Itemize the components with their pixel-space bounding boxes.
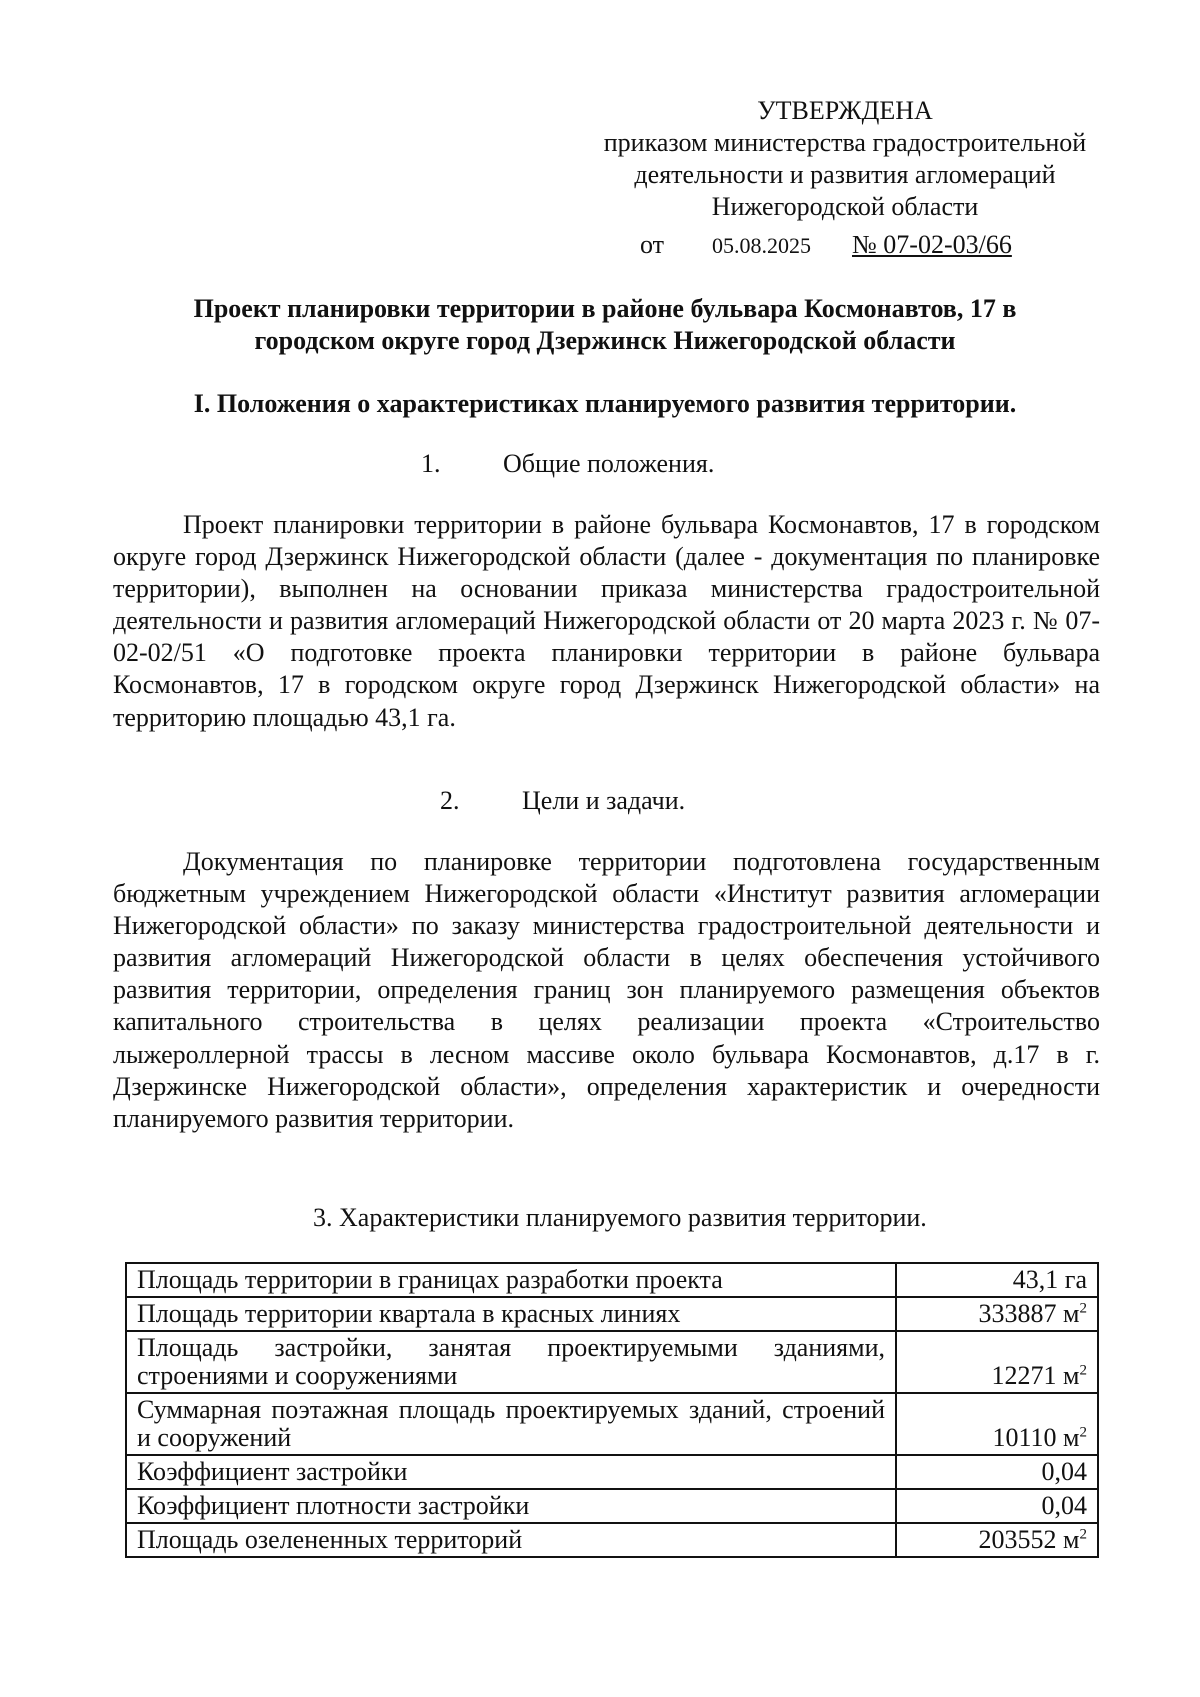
table-value-unit-exponent: 2 [1079,1424,1087,1441]
table-value-unit-exponent: 2 [1079,1526,1087,1543]
table-value-text: 10110 м [992,1423,1080,1452]
table-cell-value [896,1489,1098,1523]
approval-block [500,95,1190,223]
document-title [110,293,1100,357]
table-cell-label: Коэффициент плотности застройки [126,1489,896,1523]
table-value-text: 12271 м [991,1361,1080,1390]
approval-line-2: деятельности и развития агломераций [634,160,1056,189]
subsection-2-paragraph: Документация по планировке территории подготовлена государственным бюджетным учреждением Нижегородской области «Институт развития агломерации Нижегородской области» по заказу министерства градостроительной деятельности и развития агломераций Нижегородской области в целях обеспечения устойчивого развития территории, определения границ зон планируемого размещения объектов капитального строительства в целях реализации проекта «Строительство лыжероллерной трассы в лесном массиве около бульвара Космонавтов, д.17 в г. Дзержинске Нижегородской области», определения характеристик и очередности планируемого развития территории. [113,847,1100,1133]
section-heading: I. Положения о характеристиках планируемого развития территории. [193,389,1017,418]
subsection-3-heading: 3. Характеристики планируемого развития территории. [313,1203,927,1232]
subsection-1-heading [421,449,714,479]
order-line [640,230,1012,260]
table-value-text: 203552 м [978,1525,1080,1554]
table-cell-value [896,1393,1098,1455]
table-cell-value [896,1455,1098,1489]
table-value-text: 43,1 га [1012,1265,1087,1294]
subsection-1-title: Общие положения. [503,449,715,478]
table-cell-label: Коэффициент застройки [126,1455,896,1489]
table-cell-label: Площадь застройки, занятая проектируемыми зданиями, строениями и сооружениями [126,1331,896,1393]
table-row [126,1393,1098,1455]
document-title-line-2: городском округе город Дзержинск Нижегородской области [254,326,956,355]
table-cell-label: Площадь территории в границах разработки проекта [126,1263,896,1297]
table-value-text: 0,04 [1041,1457,1087,1486]
subsection-1-paragraph: Проект планировки территории в районе бульвара Космонавтов, 17 в городском округе город Дзержинск Нижегородской области (далее - документация по планировке территории), выполнен на основании приказа министерства градостроительной деятельности и развития агломераций Нижегородской области от 20 марта 2023 г. № 07-02-02/51 «О подготовке проекта планировки территории в районе бульвара Космонавтов, 17 в городском округе город Дзержинск Нижегородской области» на территорию площадью 43,1 га. [113,510,1100,732]
subsection-1-number: 1. [421,449,441,478]
document-title-line-1: Проект планировки территории в районе бульвара Космонавтов, 17 в [193,294,1017,323]
table-cell-value [896,1263,1098,1297]
table-row [126,1523,1098,1557]
approval-line-1: приказом министерства градостроительной [603,128,1087,157]
order-date: 05.08.2025 [712,233,811,258]
order-number: № 07-02-03/66 [852,230,1012,259]
table-row [126,1263,1098,1297]
order-from-label: от [640,230,665,259]
approval-heading: УТВЕРЖДЕНА [757,96,933,125]
table-value-text: 0,04 [1041,1491,1087,1520]
table-value-unit-exponent: 2 [1079,1362,1087,1379]
table-cell-label: Площадь территории квартала в красных линиях [126,1297,896,1331]
subsection-2-title: Цели и задачи. [522,786,686,815]
table-cell-value [896,1297,1098,1331]
characteristics-table [125,1262,1099,1558]
table-cell-label: Суммарная поэтажная площадь проектируемых зданий, строений и сооружений [126,1393,896,1455]
table-cell-value [896,1523,1098,1557]
table-value-unit-exponent: 2 [1079,1300,1087,1317]
table-row [126,1455,1098,1489]
table-cell-value [896,1331,1098,1393]
table-row [126,1331,1098,1393]
subsection-2-number: 2. [440,786,460,815]
approval-line-3: Нижегородской области [711,192,979,221]
table-row [126,1489,1098,1523]
table-row [126,1297,1098,1331]
table-value-text: 333887 м [978,1299,1080,1328]
subsection-2-heading [440,786,685,816]
table-cell-label: Площадь озелененных территорий [126,1523,896,1557]
